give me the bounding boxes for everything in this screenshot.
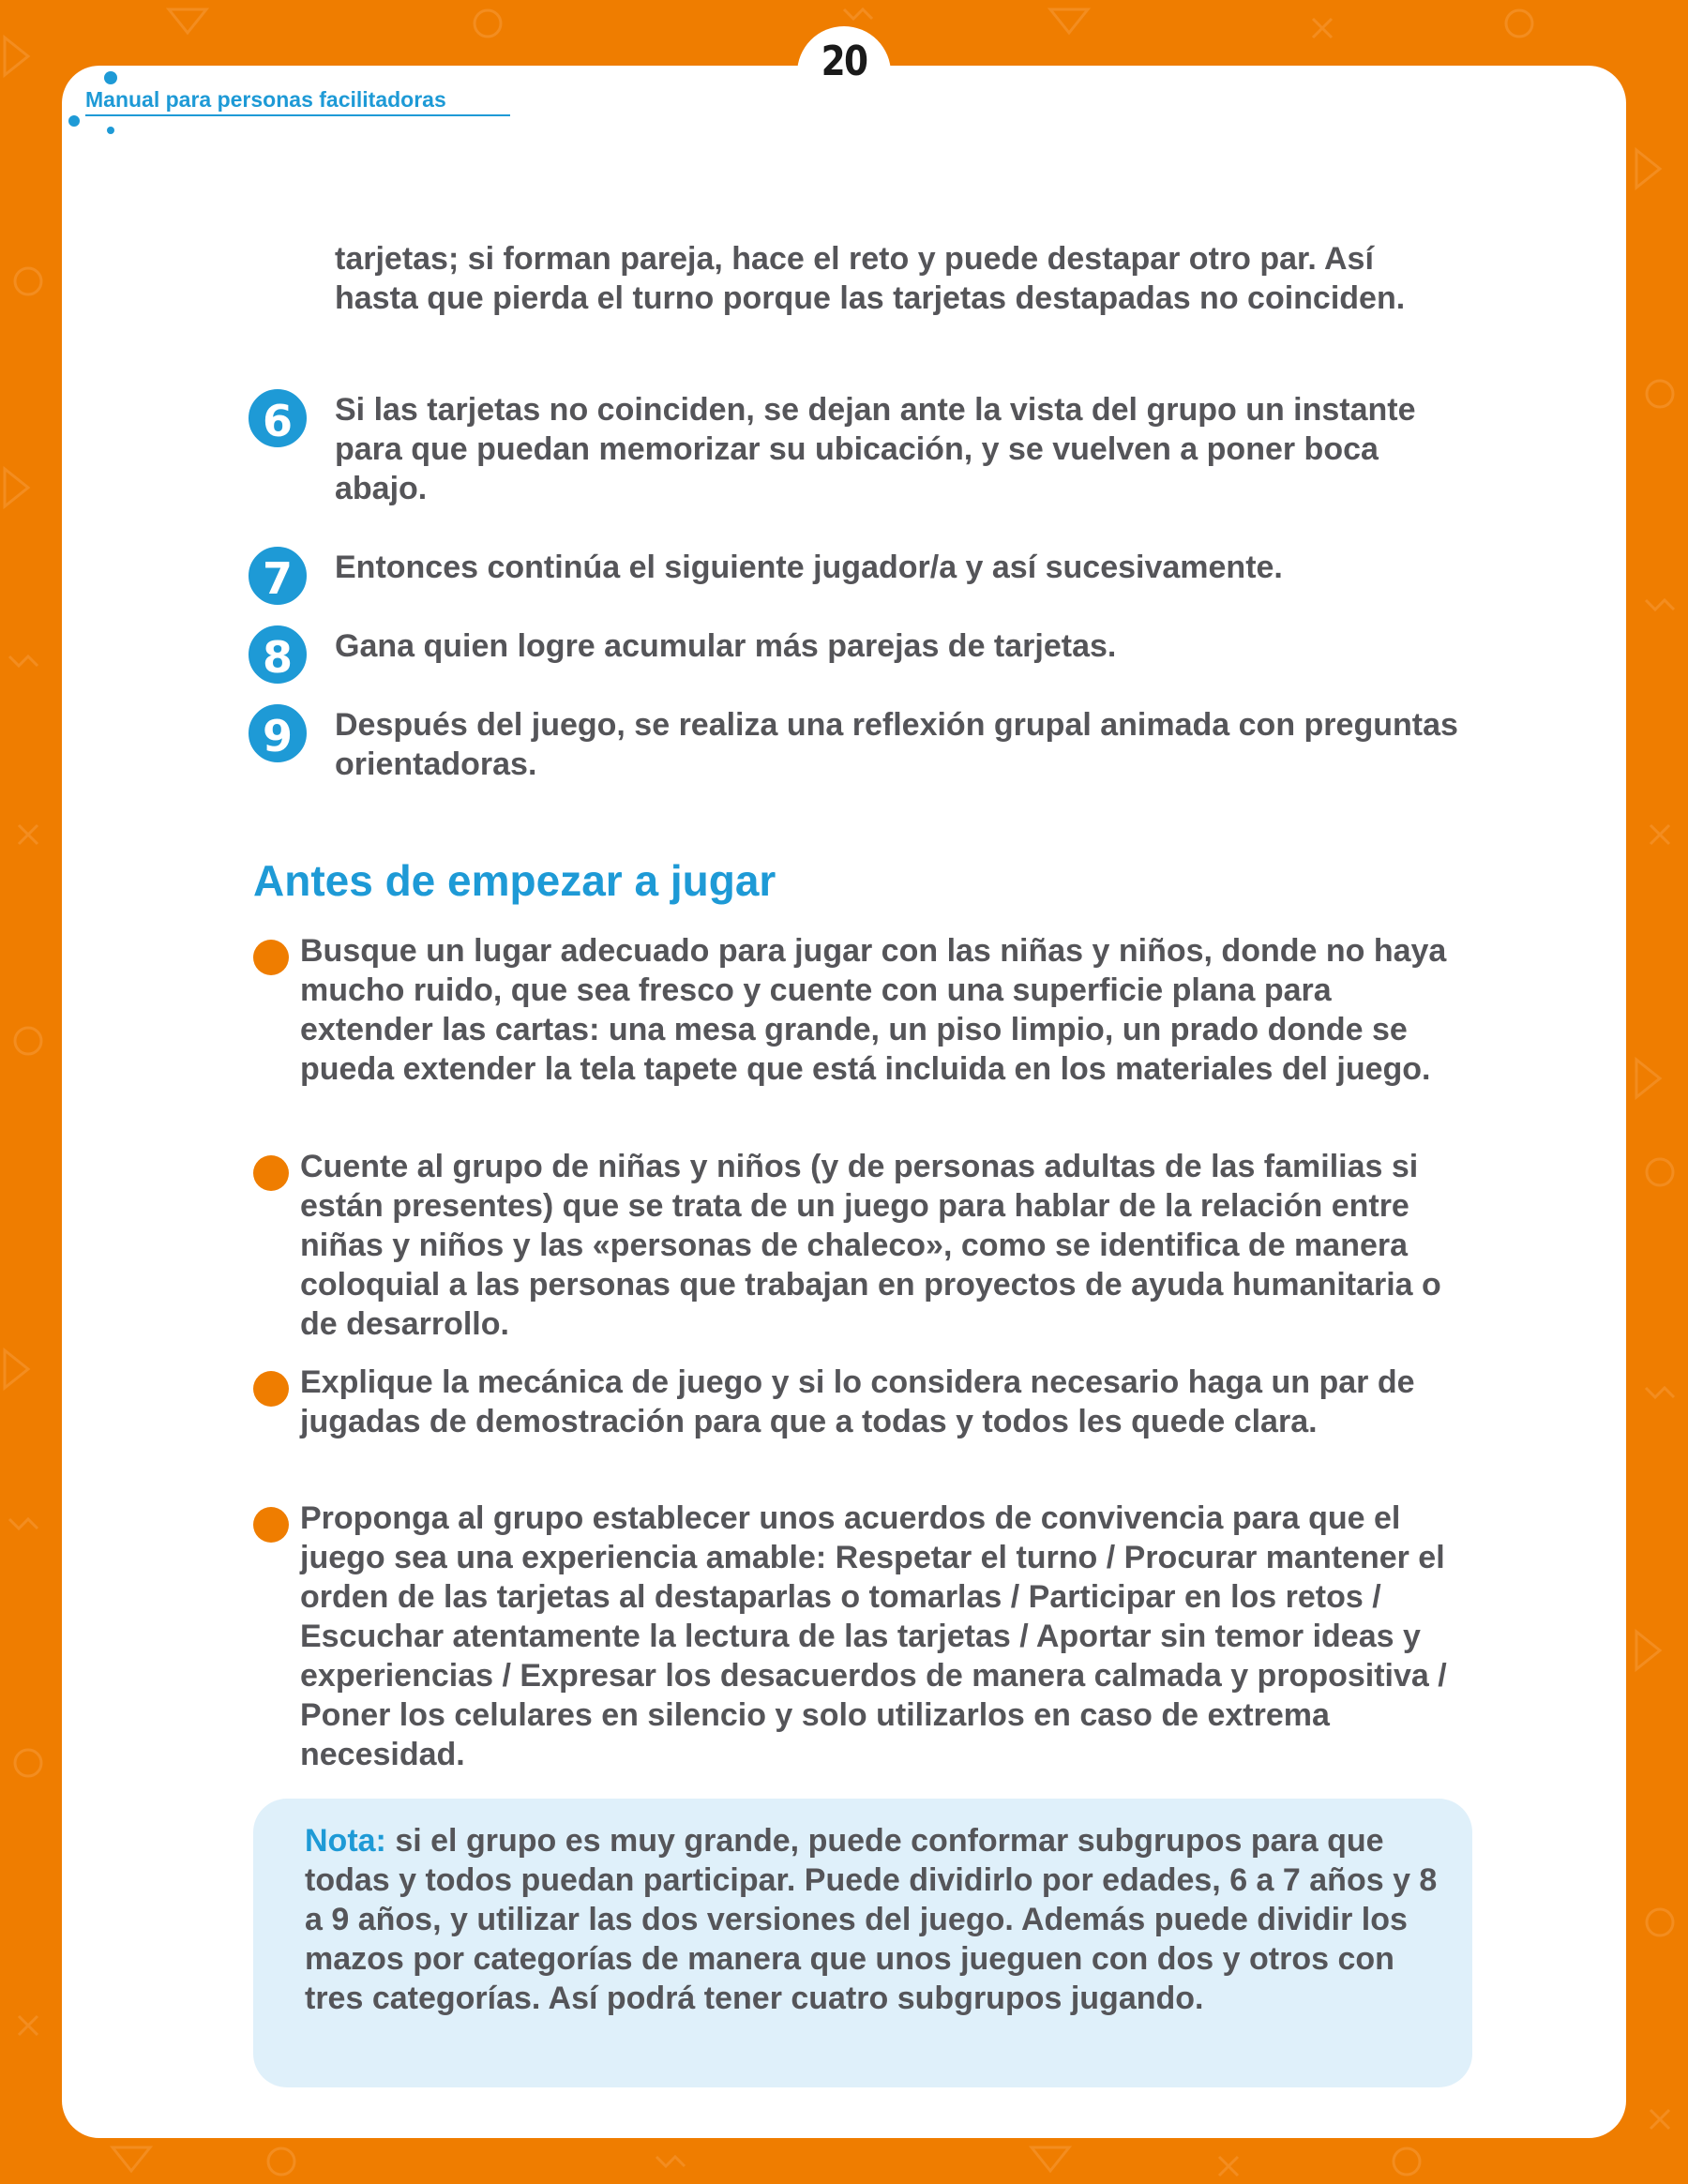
page-number: 20: [821, 38, 867, 85]
note-label: Nota:: [305, 1823, 386, 1859]
continuation-paragraph: tarjetas; si forman pareja, hace el reto y puede destapar otro par. Así hasta que pierda el turno porque las tarjetas destapadas no coinciden.: [335, 241, 1406, 316]
bullet-text: Busque un lugar adecuado para jugar con las niñas y niños, donde no haya mucho ruido, que sea fresco y cuente con una superficie plana para extender las cartas: una mesa grande, un piso limpio, un prado donde se pueda extender la tela tapete que está incluida en los materiales del juego.: [300, 933, 1447, 1087]
header-title: Manual para personas facilitadoras: [85, 87, 446, 112]
bullet-dot-icon: [253, 1371, 289, 1407]
bullet-dot-icon: [253, 1507, 289, 1543]
step-number-badge: 8: [246, 623, 309, 686]
note-box: [253, 1799, 1472, 2087]
bullet-text: Proponga al grupo establecer unos acuerdos de convivencia para que el juego sea una experiencia amable: Respetar el turno / Procurar mantener el orden de las tarjetas al destaparlas o tomarlas / Participar en los retos / Escuchar atentamente la lectura de las tarjetas / Aportar sin temor ideas y experiencias / Expresar los desacuerdos de manera calmada y propositiva / Poner los celulares en silencio y solo utilizarlos en caso de extrema necesidad.: [300, 1500, 1447, 1772]
step-text: Entonces continúa el siguiente jugador/a y así sucesivamente.: [335, 550, 1283, 585]
step-number-badge: 7: [246, 544, 309, 608]
bullet-text: Explique la mecánica de juego y si lo considera necesario haga un par de jugadas de demostración para que a todas y todos les quede clara.: [300, 1364, 1415, 1439]
step-number-badge: 9: [246, 701, 309, 765]
bullet-text: Cuente al grupo de niñas y niños (y de personas adultas de las familias si están presentes) que se trata de un juego para hablar de la relación entre niñas y niños y las «personas de chaleco», como se identifica de manera coloquial a las personas que trabajan en proyectos de ayuda humanitaria o de desarrollo.: [300, 1149, 1441, 1342]
step-text: Si las tarjetas no coinciden, se dejan ante la vista del grupo un instante para que puedan memorizar su ubicación, y se vuelven a poner boca abajo.: [335, 392, 1416, 506]
bullet-dot-icon: [253, 1155, 289, 1191]
step-text: Gana quien logre acumular más parejas de tarjetas.: [335, 628, 1117, 664]
step-text: Después del juego, se realiza una reflexión grupal animada con preguntas orientadoras.: [335, 707, 1458, 782]
note-body: si el grupo es muy grande, puede conformar subgrupos para que todas y todos puedan participar. Puede dividirlo por edades, 6 a 7 años y 8 a 9 años, y utilizar las dos versiones del juego. Además puede dividir los mazos por categorías de manera que unos jueguen con dos y otros con tres categorías. Así podrá tener cuatro subgrupos jugando.: [305, 1823, 1438, 2016]
note-text: [305, 1821, 1458, 2018]
bullet-dot-icon: [253, 940, 289, 975]
step-number-badge: 6: [246, 386, 309, 450]
section-title: Antes de empezar a jugar: [253, 856, 776, 905]
